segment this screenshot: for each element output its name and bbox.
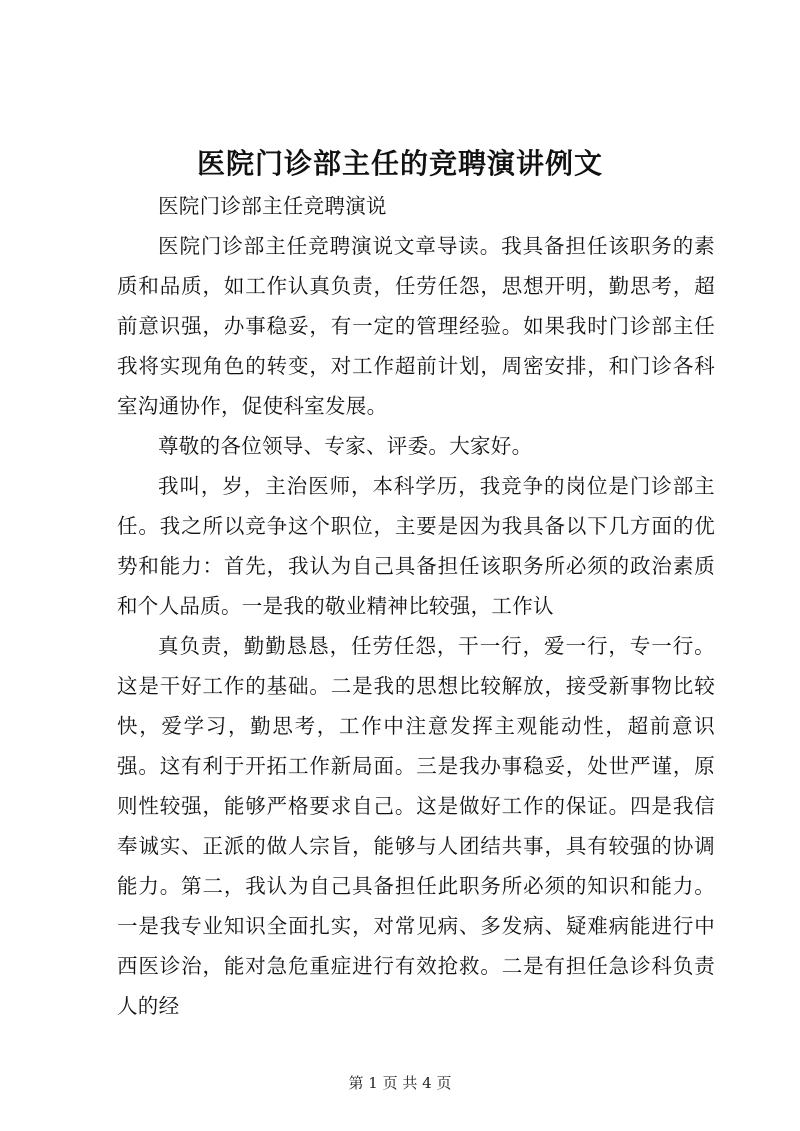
- page-number-footer: 第 1 页 共 4 页: [348, 1074, 452, 1092]
- document-body: [117, 186, 715, 1026]
- greeting-paragraph: 尊敬的各位领导、专家、评委。大家好。: [158, 434, 533, 458]
- qualifications-paragraph: 真负责，勤勤恳恳，任劳任怨，干一行，爱一行，专一行。这是干好工作的基础。二是我的思想比较解放，接受新事物比较快，爱学习，勤思考，工作中注意发挥主观能动性，超前意识强。这有利于开拓工作新局面。三是我办事稳妥，处世严谨，原则性较强，能够严格要求自己。这是做好工作的保证。四是我信奉诚实、正派的做人宗旨，能够与人团结共事，具有较强的协调能力。第二，我认为自己具备担任此职务所必须的知识和能力。一是我专业知识全面扎实，对常见病、多发病、疑难病能进行中西医诊治，能对急危重症进行有效抢救。二是有担任急诊科负责人的经: [117, 634, 715, 1018]
- self-introduction-paragraph: 我叫，岁，主治医师，本科学历，我竞争的岗位是门诊部主任。我之所以竞争这个职位，主要是因为我具备以下几方面的优势和能力：首先，我认为自己具备担任该职务所必须的政治素质和个人品质。一是我的敬业精神比较强，工作认: [117, 474, 715, 618]
- document-title: 医院门诊部主任的竞聘演讲例文: [196, 147, 603, 180]
- subtitle-paragraph: 医院门诊部主任竞聘演说: [158, 194, 387, 218]
- intro-paragraph: 医院门诊部主任竞聘演说文章导读。我具备担任该职务的素质和品质，如工作认真负责，任劳任怨，思想开明，勤思考，超前意识强，办事稳妥，有一定的管理经验。如果我时门诊部主任我将实现角色的转变，对工作超前计划，周密安排，和门诊各科室沟通协作，促使科室发展。: [117, 234, 715, 418]
